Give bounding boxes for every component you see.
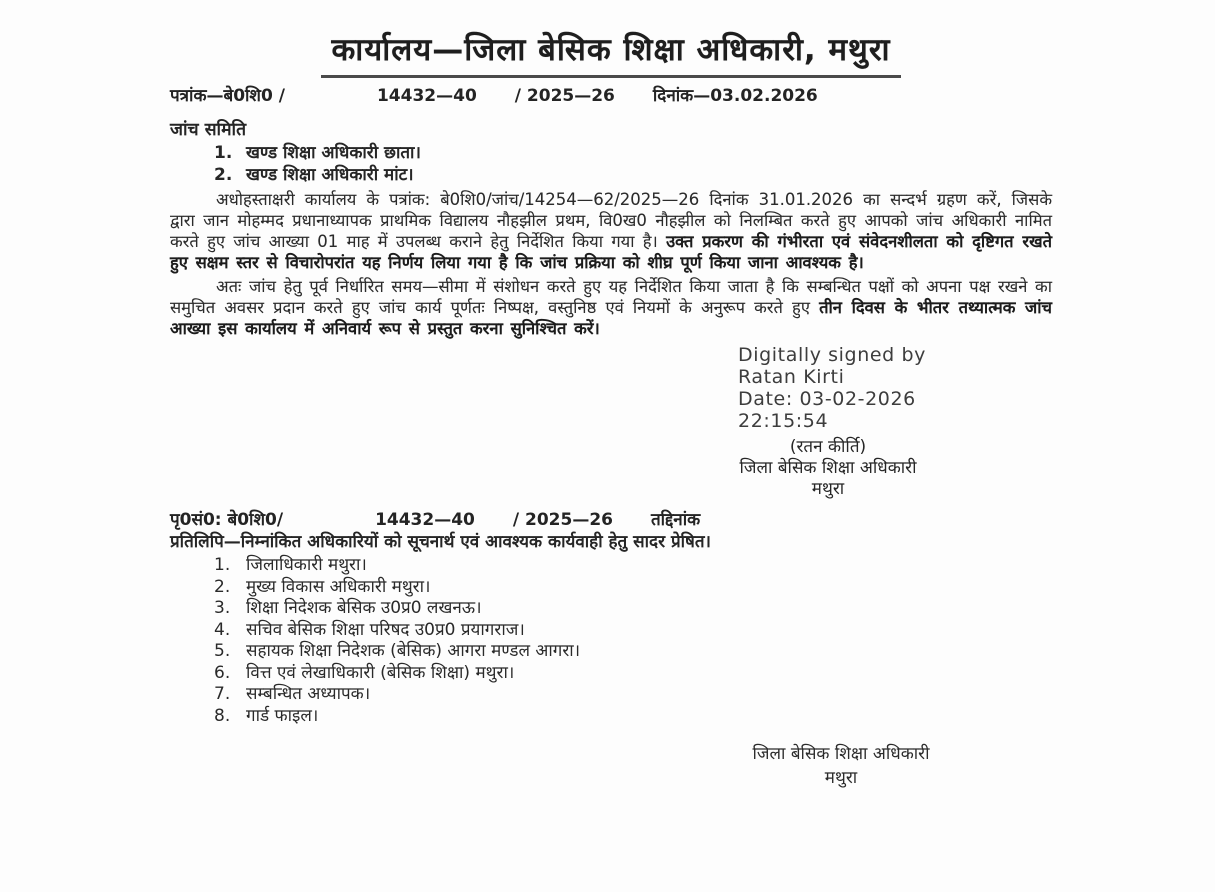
letter-session: / 2025—26 xyxy=(514,86,615,106)
list-item xyxy=(170,706,1052,728)
letter-number-label: पत्रांक—बे0शि0 / xyxy=(170,86,285,106)
signatory-name: (रतन कीर्ति) xyxy=(789,437,867,457)
endorsement-number-value: 14432—40 xyxy=(375,510,475,530)
committee-heading: जांच समिति xyxy=(170,120,247,140)
list-item-text: वित्त एवं लेखाधिकारी (बेसिक शिक्षा) मथुरा। xyxy=(246,662,515,683)
list-item-text: खण्ड शिक्षा अधिकारी मांट। xyxy=(246,165,414,185)
list-item xyxy=(170,598,1052,620)
signatory-place: मथुरा xyxy=(811,479,845,499)
signatory-designation: जिला बेसिक शिक्षा अधिकारी xyxy=(739,458,917,478)
list-item-number: 8. xyxy=(214,705,231,726)
list-item-number: 7. xyxy=(214,684,231,704)
letter-date: दिनांक—03.02.2026 xyxy=(652,86,818,106)
signature-block xyxy=(662,344,994,500)
footer-designation: जिला बेसिक शिक्षा अधिकारी xyxy=(752,744,930,764)
letterhead xyxy=(170,28,1052,78)
list-item xyxy=(170,641,1052,663)
list-item xyxy=(170,555,1052,577)
paragraph-directive xyxy=(170,276,1052,339)
endorsement-session: / 2025—26 xyxy=(512,510,613,530)
list-item-text: खण्ड शिक्षा अधिकारी छाता। xyxy=(246,143,421,163)
page-title: कार्यालय—जिला बेसिक शिक्षा अधिकारी, मथुरा xyxy=(321,28,900,78)
list-item-text: मुख्य विकास अधिकारी मथुरा। xyxy=(246,576,431,597)
list-item-number: 3. xyxy=(214,598,231,618)
endorsement-date: तद्दिनांक xyxy=(650,510,701,530)
digital-signature-stamp xyxy=(662,344,994,432)
list-item-number: 6. xyxy=(214,662,231,683)
committee-list xyxy=(170,142,1052,186)
paragraph-bold-text: तीन दिवस के भीतर तथ्यात्मक जांच आख्या इस कार्यालय में अनिवार्य रूप से प्रस्तुत करना सुनिश्चित करें। xyxy=(170,298,1052,338)
paragraph-regular-text: अधोहस्ताक्षरी कार्यालय के पत्रांक: बे0शि0/जांच/14254—62/2025—26 दिनांक 31.01.2026 का सन्दर्भ ग्रहण करें, जिसके द्वारा जान मोहम्मद प्रधानाध्यापक प्राथमिक विद्यालय नौहझील प्रथम, वि0ख0 नौहझील को निलम्बित करते हुए आपको जांच अधिकारी नामित करते हुए जांच आख्या 01 माह में उपलब्ध कराने हेतु निर्देशित किया गया है। xyxy=(170,190,1052,251)
paragraph-reference xyxy=(170,189,1052,273)
digital-signature-line: Date: 03-02-2026 xyxy=(738,388,916,410)
list-item-number: 5. xyxy=(214,641,231,661)
list-item-number: 1. xyxy=(214,555,231,575)
letter-number-value: 14432—40 xyxy=(376,86,477,106)
letter-body xyxy=(170,0,1052,790)
list-item-number: 1. xyxy=(214,143,233,163)
list-item-text: गार्ड फाइल। xyxy=(246,705,319,726)
list-item-text: जिलाधिकारी मथुरा। xyxy=(246,555,367,575)
paragraph-regular-text: अतः जांच हेतु पूर्व निर्धारित समय—सीमा में संशोधन करते हुए यह निर्देशित किया जाता है कि सम्बन्धित पक्षों को अपना पक्ष रखने का समुचित अवसर प्रदान करते हुए जांच कार्य पूर्णतः निष्पक्ष, वस्तुनिष्ठ एवं नियमों के अनुरूप करते हुए xyxy=(170,277,1052,317)
footer-place: मथुरा xyxy=(824,768,858,788)
endorsement-number-label: पृ0सं0: बे0शि0/ xyxy=(170,510,284,530)
list-item xyxy=(170,663,1052,685)
list-item-number: 4. xyxy=(214,619,231,640)
list-item-text: सहायक शिक्षा निदेशक (बेसिक) आगरा मण्डल आगरा। xyxy=(246,641,581,661)
endorsement-number-line xyxy=(170,507,1052,530)
paragraph-bold-text: उक्त प्रकरण की गंभीरता एवं संवेदनशीलता को दृष्टिगत रखते हुए सक्षम स्तर से विचारोपरांत यह निर्णय लिया गया है कि जांच प्रक्रिया को शीघ्र पूर्ण किया जाना आवश्यक है। xyxy=(170,232,1052,272)
list-item-number: 2. xyxy=(214,576,231,597)
digital-signature-line: Ratan Kirti xyxy=(738,366,845,388)
list-item-text: शिक्षा निदेशक बेसिक उ0प्र0 लखनऊ। xyxy=(246,598,482,618)
list-item xyxy=(170,164,1052,186)
list-item-text: सम्बन्धित अध्यापक। xyxy=(246,684,371,704)
digital-signature-line: Digitally signed by xyxy=(738,344,926,366)
list-item-text: सचिव बेसिक शिक्षा परिषद उ0प्र0 प्रयागराज। xyxy=(246,619,525,640)
list-item xyxy=(170,577,1052,599)
footer-signature-block xyxy=(666,742,1016,790)
digital-signature-line: 22:15:54 xyxy=(738,410,829,432)
recipients-list xyxy=(170,555,1052,727)
list-item xyxy=(170,684,1052,706)
list-item xyxy=(170,620,1052,642)
letter-number-line xyxy=(170,83,1052,106)
list-item-number: 2. xyxy=(214,165,233,185)
list-item xyxy=(170,142,1052,164)
copy-forward-heading: प्रतिलिपि—निम्नांकित अधिकारियों को सूचनार्थ एवं आवश्यक कार्यवाही हेतु सादर प्रेषित। xyxy=(170,532,711,552)
